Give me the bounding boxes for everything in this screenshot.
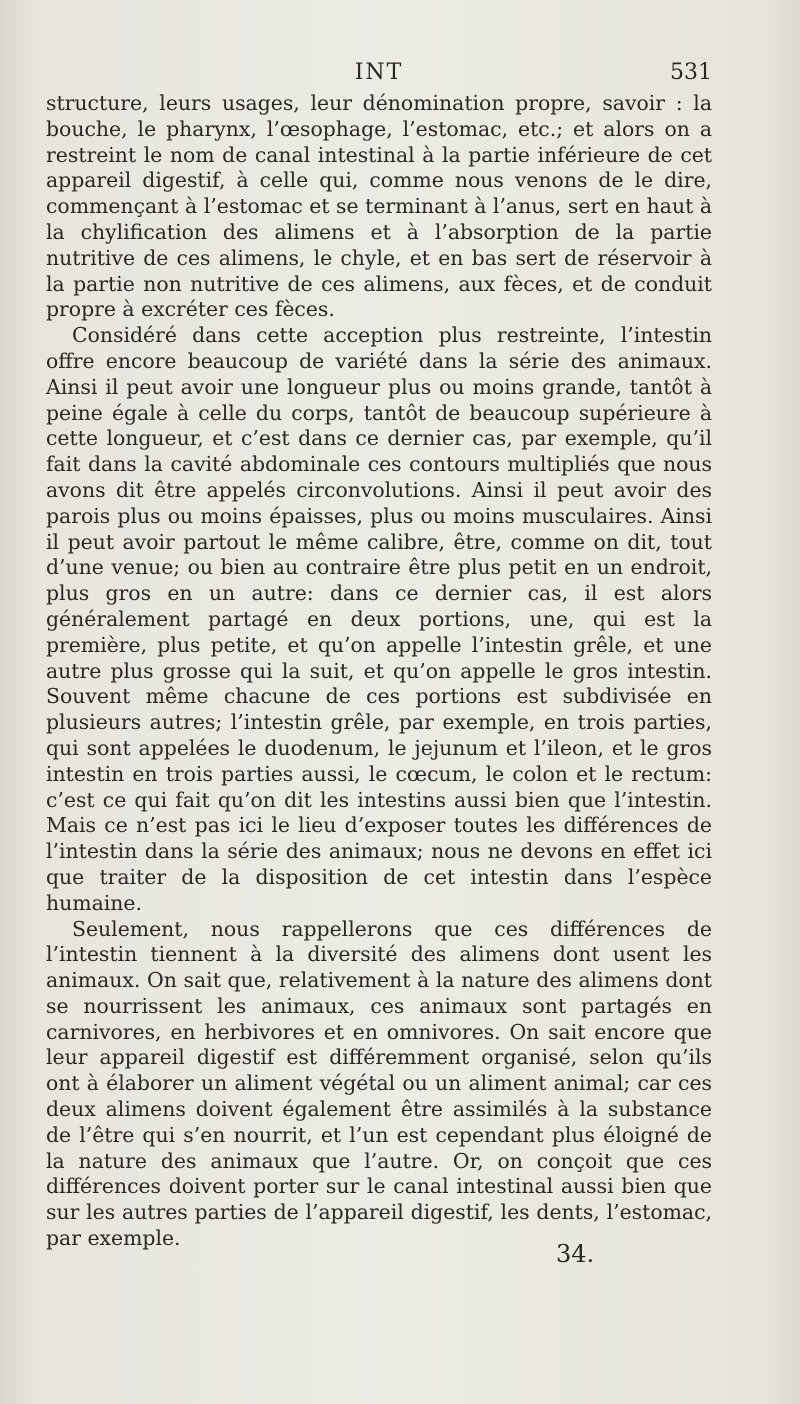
- page-header: [46, 60, 712, 92]
- paragraph-2: Considéré dans cette acception plus restreinte, l’intestin offre encore beaucoup de variété dans la série des animaux. Ainsi il peut avoir une longueur plus ou moins grande, tantôt à peine égale à celle du corps, tantôt de beaucoup supérieure à cette longueur, et c’est dans ce dernier cas, par exemple, qu’il fait dans la cavité abdominale ces contours multipliés que nous avons dit être appelés circonvolutions. Ainsi il peut avoir des parois plus ou moins épaisses, plus ou moins musculaires. Ainsi il peut avoir partout le même calibre, être, comme on dit, tout d’une venue; ou bien au contraire être plus petit en un endroit, plus gros en un autre: dans ce dernier cas, il est alors généralement partagé en deux portions, une, qui est la première, plus petite, et qu’on appelle l’intestin grêle, et une autre plus grosse qui la suit, et qu’on appelle le gros intestin. Souvent même chacune de ces portions est subdivisée en plusieurs autres; l’intestin grêle, par exemple, en trois parties, qui sont appelées le duodenum, le jejunum et l’ileon, et le gros intestin en trois parties aussi, le cœcum, le colon et le rectum: c’est ce qui fait qu’on dit les intestins aussi bien que l’intestin. Mais ce n’est pas ici le lieu d’exposer toutes les différences de l’intestin dans la série des animaux; nous ne devons en effet ici que traiter de la disposition de cet intestin dans l’espèce humaine.: [46, 323, 712, 915]
- body-text: [46, 91, 712, 1252]
- paragraph-3: Seulement, nous rappellerons que ces différences de l’intestin tiennent à la diversité des alimens dont usent les animaux. On sait que, relativement à la nature des alimens dont se nourrissent les animaux, ces animaux sont partagés en carnivores, en herbivores et en omnivores. On sait encore que leur appareil digestif est différemment organisé, selon qu’ils ont à élaborer un aliment végétal ou un aliment animal; car ces deux alimens doivent également être assimilés à la substance de l’être qui s’en nourrit, et l’un est cependant plus éloigné de la nature des animaux que l’autre. Or, on conçoit que ces différences doivent porter sur le canal intestinal aussi bien que sur les autres parties de l’appareil digestif, les dents, l’estomac, par exemple.: [46, 916, 712, 1251]
- page-number: 531: [670, 60, 712, 85]
- running-head: INT: [354, 60, 404, 85]
- signature-mark: 34.: [556, 1240, 595, 1268]
- paragraph-1: structure, leurs usages, leur dénomination propre, savoir : la bouche, le pharynx, l’œsophage, l’estomac, etc.; et alors on a restreint le nom de canal intestinal à la partie inférieure de cet appareil digestif, à celle qui, comme nous venons de le dire, commençant à l’estomac et se terminant à l’anus, sert en haut à la chylification des alimens et à l’absorption de la partie nutritive de ces alimens, le chyle, et en bas sert de réservoir à la partie non nutritive de ces alimens, aux fèces, et de conduit propre à excréter ces fèces.: [46, 91, 712, 322]
